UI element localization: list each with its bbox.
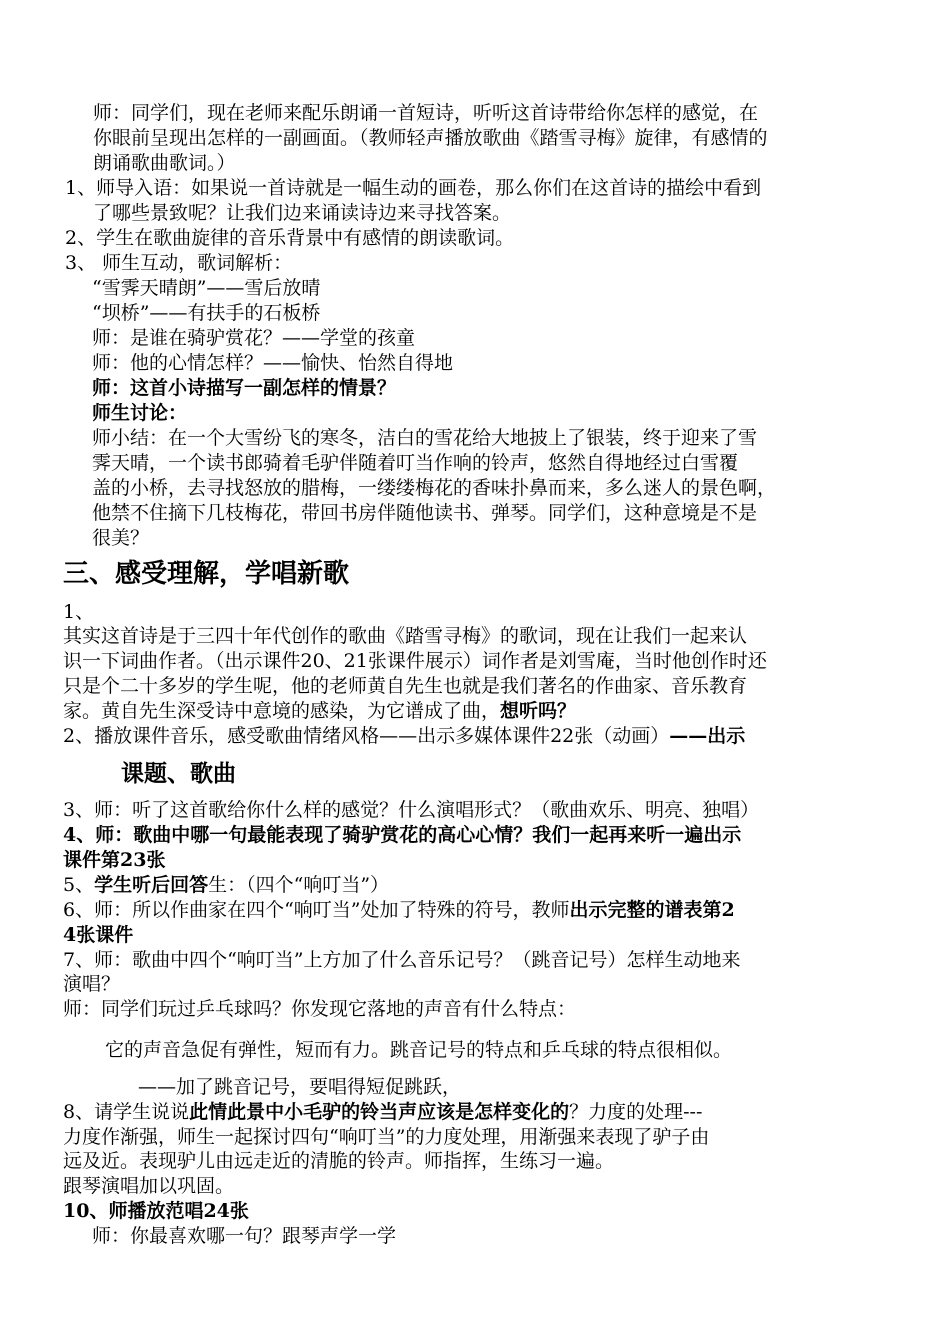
summary-line: 盖的小桥，去寻找怒放的腊梅，一缕缕梅花的香味扑鼻而来，多么迷人的景色啊，: [92, 477, 777, 499]
dialogue-line: 师：同学们玩过乒乓球吗？你发现它落地的声音有什么特点：: [63, 998, 577, 1020]
para-line: 识一下词曲作者。（出示课件20、21张课件展示）词作者是刘雪庵，当时他创作时还: [63, 650, 767, 672]
subheading: 课题、歌曲: [121, 760, 236, 787]
dialogue-line: 师：你最喜欢哪一句？跟琴声学一学: [92, 1225, 397, 1247]
item-text: 生：（四个“响叮当”）: [208, 874, 390, 896]
para-line: 它的声音急促有弹性，短而有力。跳音记号的特点和乒乓球的特点很相似。: [105, 1039, 733, 1061]
para-line: ——加了跳音记号，要唱得短促跳跃，: [138, 1076, 462, 1098]
list-item-3: 3、师：听了这首歌给你什么样的感觉？什么演唱形式？（歌曲欢乐、明亮、独唱）: [63, 799, 760, 821]
para-line: 只是个二十多岁的学生呢，他的老师黄自先生也就是我们著名的作曲家、音乐教育: [63, 675, 748, 697]
list-item-10: 10、师播放范唱24张: [63, 1200, 249, 1222]
para-line: 其实这首诗是于三四十年代创作的歌曲《踏雪寻梅》的歌词，现在让我们一起来认: [63, 625, 748, 647]
item-text: ？力度的处理---: [569, 1101, 703, 1123]
summary-line: 师小结：在一个大雪纷飞的寒冬，洁白的雪花给大地披上了银装，终于迎来了雪: [92, 427, 758, 449]
dialogue-line: 师：他的心情怎样？——愉快、怡然自得地: [92, 352, 454, 374]
para-line: [63, 699, 576, 723]
item-text-bold: 出示完整的谱表第2: [569, 899, 735, 921]
para-text: 家。黄自先生深受诗中意境的感染，为它谱成了曲，: [63, 700, 501, 722]
item-text-bold: 此情此景中小毛驴的铃当声应该是怎样变化的: [189, 1101, 570, 1123]
para-text-bold: 想听吗？: [500, 700, 577, 722]
para-line: 师：同学们，现在老师来配乐朗诵一首短诗，听听这首诗带给你怎样的感觉，在: [93, 102, 759, 124]
summary-line: 很美？: [92, 527, 150, 549]
item-text-bold: 学生听后回答: [94, 874, 209, 896]
list-item-5: [63, 873, 389, 897]
section-heading: 三、感受理解，学唱新歌: [63, 559, 350, 589]
item-text: 8、请学生说说: [63, 1101, 190, 1123]
item-text-bold: ——出示: [669, 725, 746, 747]
list-item-3: 3、 师生互动，歌词解析：: [65, 252, 293, 274]
para-line: 朗诵歌曲歌词。）: [93, 152, 236, 174]
list-item-7-cont: 演唱？: [63, 973, 121, 995]
list-item-6: [63, 898, 735, 922]
item-text: 6、师：所以作曲家在四个“响叮当”处加了特殊的符号，教师: [63, 899, 570, 921]
list-item-7: 7、师：歌曲中四个“响叮当”上方加了什么音乐记号？（跳音记号）怎样生动地来: [63, 949, 741, 971]
dialogue-line: 师：是谁在骑驴赏花？——学堂的孩童: [92, 327, 416, 349]
list-item-6-cont: 4张课件: [63, 924, 134, 946]
para-line: 了哪些景致呢？让我们边来诵读诗边来寻找答案。: [93, 202, 512, 224]
summary-line: 他禁不住摘下几枝梅花，带回书房伴随他读书、弹琴。同学们，这种意境是不是: [92, 502, 758, 524]
list-item-2: 2、学生在歌曲旋律的音乐背景中有感情的朗读歌词。: [65, 227, 515, 249]
item-num: 5、: [63, 874, 95, 896]
lyric-line: “坝桥”——有扶手的石板桥: [92, 302, 321, 324]
list-item-2: [63, 724, 745, 748]
list-item-4: 4、师：歌曲中哪一句最能表现了骑驴赏花的高心心情？我们一起再来听一遍出示: [63, 824, 742, 846]
list-item-1: 1、师导入语：如果说一首诗就是一幅生动的画卷，那么你们在这首诗的描绘中看到: [65, 177, 762, 199]
para-line: 你眼前呈现出怎样的一副画面。（教师轻声播放歌曲《踏雪寻梅》旋律，有感情的: [93, 127, 768, 149]
list-item-8-cont: 远及近。表现驴儿由远走近的清脆的铃声。师指挥，生练习一遍。: [63, 1150, 615, 1172]
item-text: 2、播放课件音乐，感受歌曲情绪风格——出示多媒体课件22张（动画）: [63, 725, 670, 747]
lyric-line: “雪霁天晴朗”——雪后放晴: [92, 277, 321, 299]
list-item-8-cont: 力度作渐强，师生一起探讨四句“响叮当”的力度处理，用渐强来表现了驴子由: [63, 1126, 710, 1148]
list-item-8: [63, 1100, 702, 1124]
list-item-4-cont: 课件第23张: [63, 849, 166, 871]
dialogue-line-bold: 师：这首小诗描写一副怎样的情景？: [92, 377, 397, 399]
summary-line: 霁天晴，一个读书郎骑着毛驴伴随着叮当作响的铃声，悠然自得地经过白雪覆: [92, 452, 739, 474]
list-item-1: 1、: [63, 601, 95, 623]
para-line: 跟琴演唱加以巩固。: [63, 1175, 235, 1197]
discussion-label: 师生讨论：: [92, 402, 188, 424]
